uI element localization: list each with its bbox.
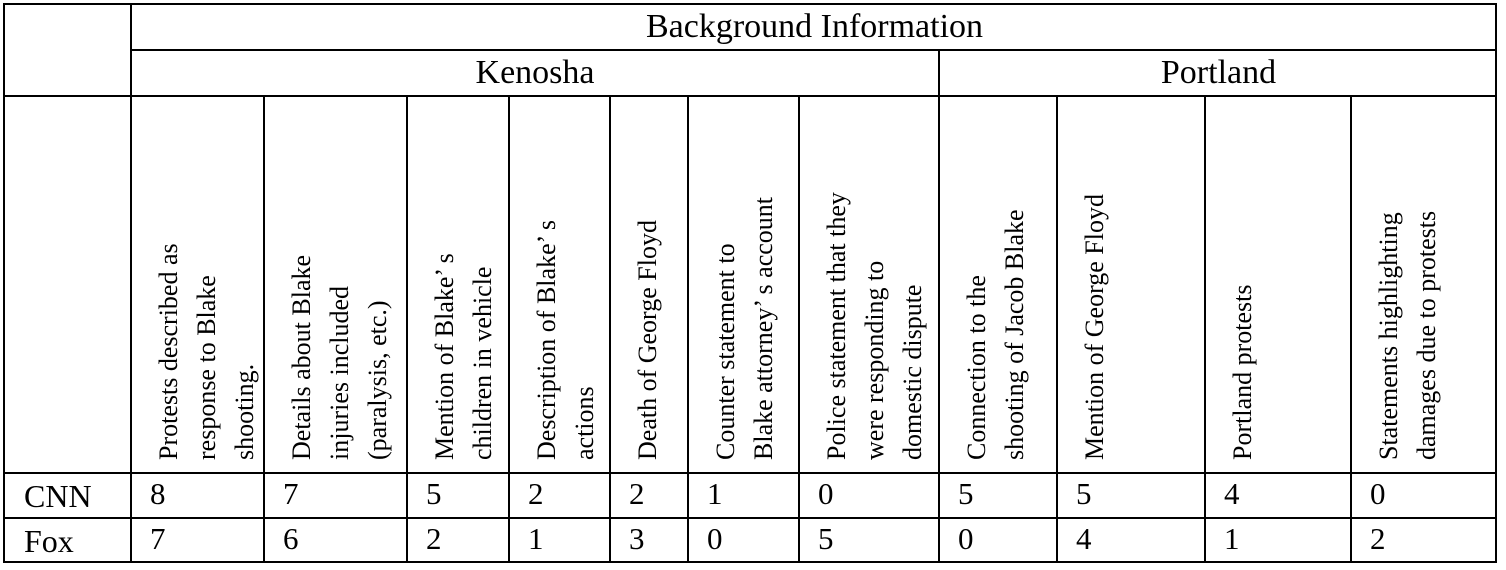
grid-line [798, 96, 800, 563]
table-cell: 0 [1370, 476, 1386, 511]
grid-line [3, 95, 1497, 97]
grid-line [1056, 96, 1058, 563]
table-cell: 2 [629, 476, 645, 511]
table-cell: 1 [1224, 521, 1240, 556]
group-header-kenosha: Kenosha [475, 54, 595, 91]
row-label-cnn: CNN [24, 478, 92, 514]
table-cell: 7 [150, 521, 166, 556]
group-header-portland: Portland [1160, 54, 1277, 91]
column-header: Mention of Blake’ s children in vehicle [430, 253, 497, 460]
table-cell: 8 [150, 476, 166, 511]
column-header: Details about Blake injuries included (paralysis, etc.) [287, 254, 392, 460]
table-cell: 0 [818, 476, 834, 511]
table-cell: 1 [707, 476, 723, 511]
column-header: Description of Blake’ s actions [532, 220, 599, 460]
column-header: Protests described as response to Blake shooting. [154, 243, 259, 460]
column-header: Counter statement to Blake attorney’ s account [711, 196, 778, 460]
table-cell: 6 [283, 521, 299, 556]
grid-line [406, 96, 408, 563]
grid-line [130, 49, 1497, 51]
grid-line [508, 96, 510, 563]
table-cell: 2 [1370, 521, 1386, 556]
table-cell: 3 [629, 521, 645, 556]
grid-line [3, 472, 1497, 474]
table-cell: 4 [1224, 476, 1240, 511]
table-cell: 7 [283, 476, 299, 511]
column-header: Portland protests [1228, 284, 1257, 460]
table-cell: 2 [426, 521, 442, 556]
column-header: Police statement that they were responding to domestic dispute [822, 192, 927, 460]
table-cell: 2 [528, 476, 544, 511]
column-header: Connection to the shooting of Jacob Blake [962, 209, 1029, 460]
grid-line [687, 96, 689, 563]
table-cell: 5 [958, 476, 974, 511]
row-label-fox: Fox [24, 523, 74, 559]
grid-line [609, 96, 611, 563]
table-cell: 4 [1076, 521, 1092, 556]
table-title: Background Information [645, 8, 984, 45]
column-header: Death of George Floyd [633, 220, 662, 460]
grid-line [1350, 96, 1352, 563]
table-cell: 0 [958, 521, 974, 556]
table-cell: 0 [707, 521, 723, 556]
table-cell: 5 [1076, 476, 1092, 511]
grid-line [3, 517, 1497, 519]
grid-line [1204, 96, 1206, 563]
grid-line [938, 50, 940, 563]
column-header: Mention of George Floyd [1080, 194, 1109, 460]
table-cell: 1 [528, 521, 544, 556]
column-header: Statements highlighting damages due to protests [1374, 210, 1441, 460]
table-cell: 5 [426, 476, 442, 511]
table-cell: 5 [818, 521, 834, 556]
